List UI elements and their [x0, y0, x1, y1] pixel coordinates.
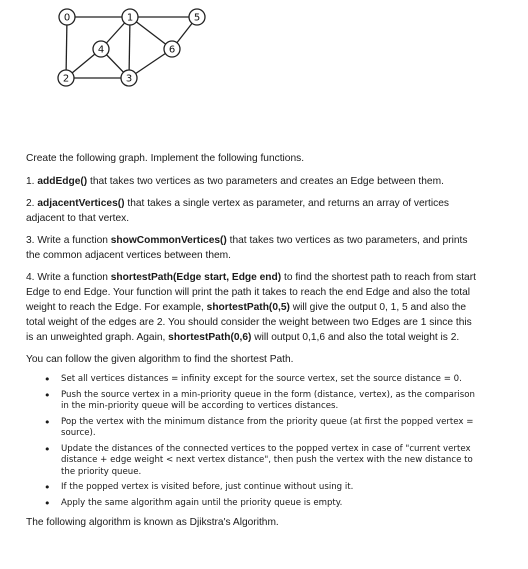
- task-3-number: 3.: [26, 235, 35, 246]
- task-1-number: 1.: [26, 176, 35, 187]
- vertex-label: 5: [193, 12, 201, 24]
- bullet-icon: •: [44, 415, 51, 429]
- task-4: [26, 270, 476, 345]
- task-1-function: addEdge(): [37, 176, 88, 187]
- intro-text: Create the following graph. Implement the following functions.: [26, 153, 305, 164]
- algorithm-intro: You can follow the given algorithm to find the shortest Path.: [26, 354, 294, 365]
- vertex-0: [59, 9, 75, 25]
- algorithm-step-text: If the popped vertex is visited before, just continue without using it.: [61, 482, 354, 492]
- algorithm-step-text: Apply the same algorithm again until the priority queue is empty.: [61, 497, 343, 508]
- task-4-example-2: shortestPath(0,6): [168, 332, 252, 343]
- vertex-label: 1: [126, 12, 134, 24]
- algorithm-steps: [26, 374, 476, 509]
- bullet-icon: •: [44, 481, 51, 494]
- vertex-5: [189, 9, 205, 25]
- vertex-4: [93, 41, 109, 57]
- vertex-2: [58, 70, 74, 86]
- vertex-1: [122, 9, 138, 25]
- task-2: [26, 196, 476, 226]
- vertex-label: 6: [168, 44, 176, 56]
- vertex-3: [121, 70, 137, 86]
- task-4-number: 4.: [26, 272, 35, 283]
- task-2-text: that takes a single vertex as parameter, and returns an array of vertices adjacent to that vertex.: [26, 198, 450, 224]
- graph-diagram: [0, 0, 528, 150]
- task-2-number: 2.: [26, 198, 35, 209]
- bullet-icon: •: [44, 373, 51, 386]
- task-4-text-g: will output 0,1,6 and also the total weight is 2.: [251, 332, 460, 343]
- vertex-6: [164, 41, 180, 57]
- task-3-function: showCommonVertices(): [110, 235, 227, 246]
- task-1-text: that takes two vertices as two parameters and creates an Edge between them.: [87, 176, 444, 187]
- task-4-text-a: Write a function: [37, 272, 111, 283]
- algorithm-step-text: Set all vertices distances = infinity except for the source vertex, set the source distance = 0.: [61, 374, 462, 384]
- algorithm-step-text: Pop the vertex with the minimum distance from the priority queue (at first the popped vertex = source).: [61, 416, 474, 438]
- task-4-example-1: shortestPath(0,5): [206, 302, 290, 313]
- task-4-function: shortestPath(Edge start, Edge end): [110, 272, 282, 283]
- edge-1-3: [129, 17, 130, 78]
- document-body: [26, 151, 476, 537]
- algorithm-step: [44, 444, 476, 479]
- footer-text: The following algorithm is known as Djikstra's Algorithm.: [26, 517, 279, 528]
- vertex-label: 3: [125, 73, 133, 85]
- vertex-label: 2: [62, 73, 70, 85]
- task-3-prefix: Write a function: [37, 235, 111, 246]
- vertex-label: 0: [63, 12, 71, 24]
- algorithm-step: [44, 498, 476, 510]
- bullet-icon: •: [44, 496, 51, 510]
- task-3-text: that takes two vertices as two parameters, and prints the common adjacent vertices between them.: [26, 235, 468, 261]
- task-4-text-c: to find the shortest path to reach from start Edge to end Edge. Your function will print the path it takes to reach the end Edge and also the total weight to reach the Edge. For example,: [26, 272, 476, 313]
- algorithm-step-text: Update the distances of the connected vertices to the popped vertex in case of "current vertex distance + edge weight < next vertex distance", then push the vertex with the new distance to the priority queue.: [61, 443, 473, 477]
- task-1: [26, 174, 476, 189]
- vertex-label: 4: [97, 44, 105, 56]
- algorithm-step: [44, 374, 476, 386]
- algorithm-step: [44, 417, 476, 440]
- bullet-icon: •: [44, 442, 51, 456]
- task-3: [26, 233, 476, 263]
- task-2-function: adjacentVertices(): [37, 198, 125, 209]
- bullet-icon: •: [44, 388, 51, 402]
- algorithm-step-text: Push the source vertex in a min-priority queue in the form (distance, vertex), as the comparison in the min-priority queue will be according to vertices distances.: [61, 389, 475, 411]
- edge-0-2: [66, 17, 67, 78]
- task-4-text-e: will give the output 0, 1, 5 and also the total weight of the edges are 2. You should consider the weight between two Edges are 1 since this is an unweighted graph. Again,: [26, 302, 472, 343]
- algorithm-step: [44, 390, 476, 413]
- algorithm-step: [44, 482, 476, 494]
